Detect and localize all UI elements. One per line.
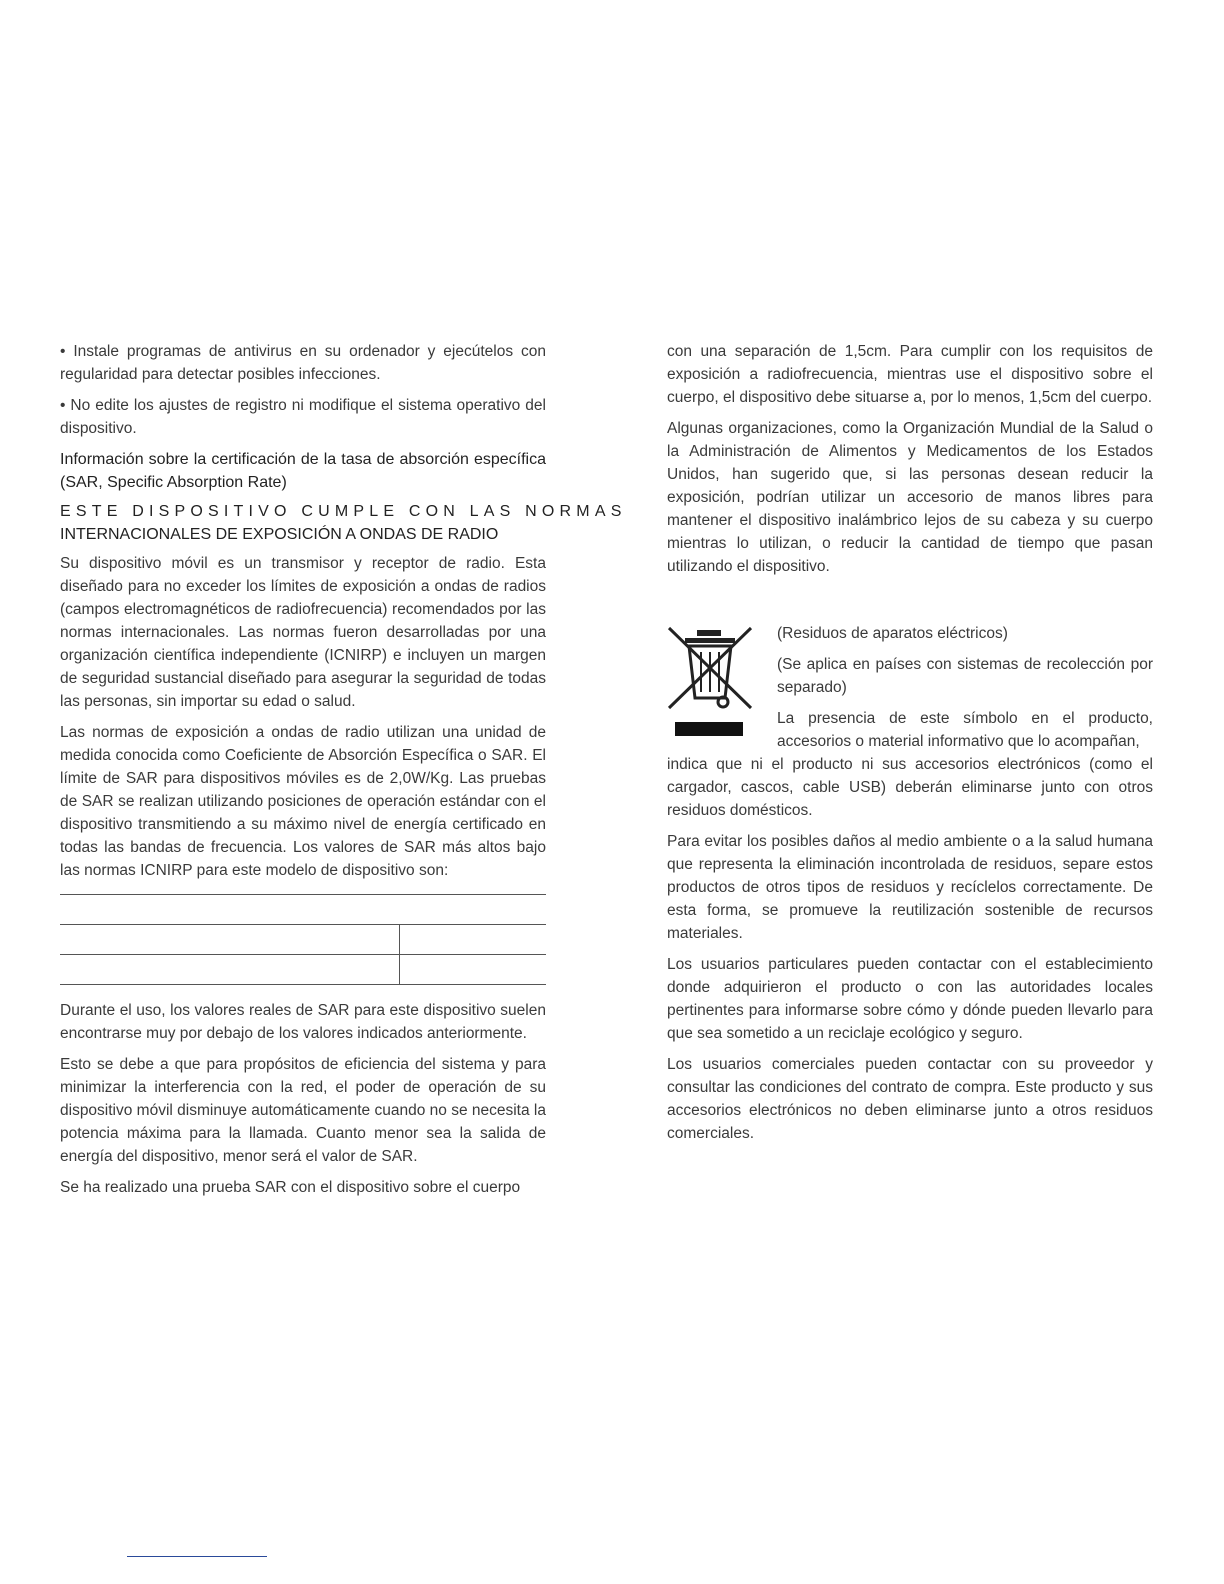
table-row xyxy=(60,895,546,925)
right-column xyxy=(667,340,1153,1153)
paragraph-separation: con una separación de 1,5cm. Para cumplir con los requisitos de exposición a radiofrecuencia, mientras use el dispositivo sobre el cuerpo, el dispositivo debe situarse a, por lo menos, 1,5cm del cuerpo. xyxy=(667,343,1153,406)
paragraph-private-users: Los usuarios particulares pueden contactar con el establecimiento donde adquirieron el producto o con las autoridades locales pertinentes para informarse sobre cómo y dónde pueden llevarlo para que sea sometido a un reciclaje ecológico y seguro. xyxy=(667,956,1153,1042)
weee-presence: La presencia de este símbolo en el producto, accesorios o material informativo que lo acompañan, xyxy=(777,710,1153,750)
table-cell xyxy=(400,955,547,985)
norms-heading xyxy=(60,500,627,546)
table-cell xyxy=(60,925,400,955)
norms-heading-line2: INTERNACIONALES DE EXPOSICIÓN A ONDAS DE RADIO xyxy=(60,526,499,543)
paragraph-actual-values: Durante el uso, los valores reales de SAR para este dispositivo suelen encontrarse muy por debajo de los valores indicados anteriormente. xyxy=(60,1002,546,1042)
crossed-out-wheelie-bin-icon xyxy=(667,626,753,738)
weee-section xyxy=(667,622,1153,822)
sar-heading: Información sobre la certificación de la tasa de absorción específica (SAR, Specific Absorption Rate) xyxy=(60,451,546,491)
table-cell xyxy=(60,895,546,925)
weee-scope: (Se aplica en países con sistemas de recolección por separado) xyxy=(777,656,1153,696)
table-cell xyxy=(60,955,400,985)
left-column xyxy=(60,340,627,1207)
paragraph-efficiency: Esto se debe a que para propósitos de eficiencia del sistema y para minimizar la interferencia con la red, el poder de operación de su dispositivo móvil disminuye automáticamente cuando no se necesita la potencia máxima para la llamada. Cuanto menor sea la salida de energía del dispositivo, menor será el valor de SAR. xyxy=(60,1056,546,1165)
paragraph-business-users: Los usuarios comerciales pueden contactar con su proveedor y consultar las condiciones del contrato de compra. Este producto y sus accesorios electrónicos no deben eliminarse junto a otros residuos comerciales. xyxy=(667,1056,1153,1142)
table-cell xyxy=(400,925,547,955)
paragraph-transmitter: Su dispositivo móvil es un transmisor y receptor de radio. Esta diseñado para no exceder los límites de exposición a ondas de radios (campos electromagnéticos de radiofrecuencia) recomendados por las normas internacionales. Las normas fueron desarrolladas por una organización científica independiente (ICNIRP) e incluyen un margen de seguridad sustancial diseñado para asegurar la seguridad de todas las personas, sin importar su edad o salud. xyxy=(60,555,546,710)
weee-title: (Residuos de aparatos eléctricos) xyxy=(777,625,1008,642)
paragraph-body-test: Se ha realizado una prueba SAR con el dispositivo sobre el cuerpo xyxy=(60,1179,521,1196)
sar-values-table xyxy=(60,894,546,985)
bullet-antivirus: • Instale programas de antivirus en su ordenador y ejecútelos con regularidad para detectar posibles infecciones. xyxy=(60,343,546,383)
bullet-registry: • No edite los ajustes de registro ni modifique el sistema operativo del dispositivo. xyxy=(60,397,546,437)
weee-presence-continued: indica que ni el producto ni sus accesorios electrónicos (como el cargador, cascos, cable USB) deberán eliminarse junto con otros residuos domésticos. xyxy=(667,756,1153,819)
paragraph-environment: Para evitar los posibles daños al medio ambiente o a la salud humana que representa la eliminación incontrolada de residuos, separe estos productos de otros tipos de residuos y recíclelos correctamente. De esta forma, se promueve la reutilización sostenible de recursos materiales. xyxy=(667,833,1153,942)
paragraph-organizations: Algunas organizaciones, como la Organización Mundial de la Salud o la Administración de Alimentos y Medicamentos de los Estados Unidos, han sugerido que, si las personas desean reducir la exposición, podrían utilizar un accesorio de manos libres para mantener el dispositivo inalámbrico lejos de su cabeza y su cuerpo mientras lo utilizan, o reducir la cantidad de tiempo que pasan utilizando el dispositivo. xyxy=(667,420,1153,575)
footer-rule xyxy=(127,1556,267,1557)
norms-heading-line1: ESTE DISPOSITIVO CUMPLE CON LAS NORMAS xyxy=(60,503,627,520)
table-row xyxy=(60,955,546,985)
paragraph-sar-unit: Las normas de exposición a ondas de radio utilizan una unidad de medida conocida como Coeficiente de Absorción Específica o SAR. El límite de SAR para dispositivos móviles es de 2,0W/Kg. Las pruebas de SAR se realizan utilizando posiciones de operación estándar con el dispositivo transmitiendo a su máximo nivel de energía certificado en todas las bandas de frecuencia. Los valores de SAR más altos bajo las normas ICNIRP para este modelo de dispositivo son: xyxy=(60,724,546,879)
table-row xyxy=(60,925,546,955)
